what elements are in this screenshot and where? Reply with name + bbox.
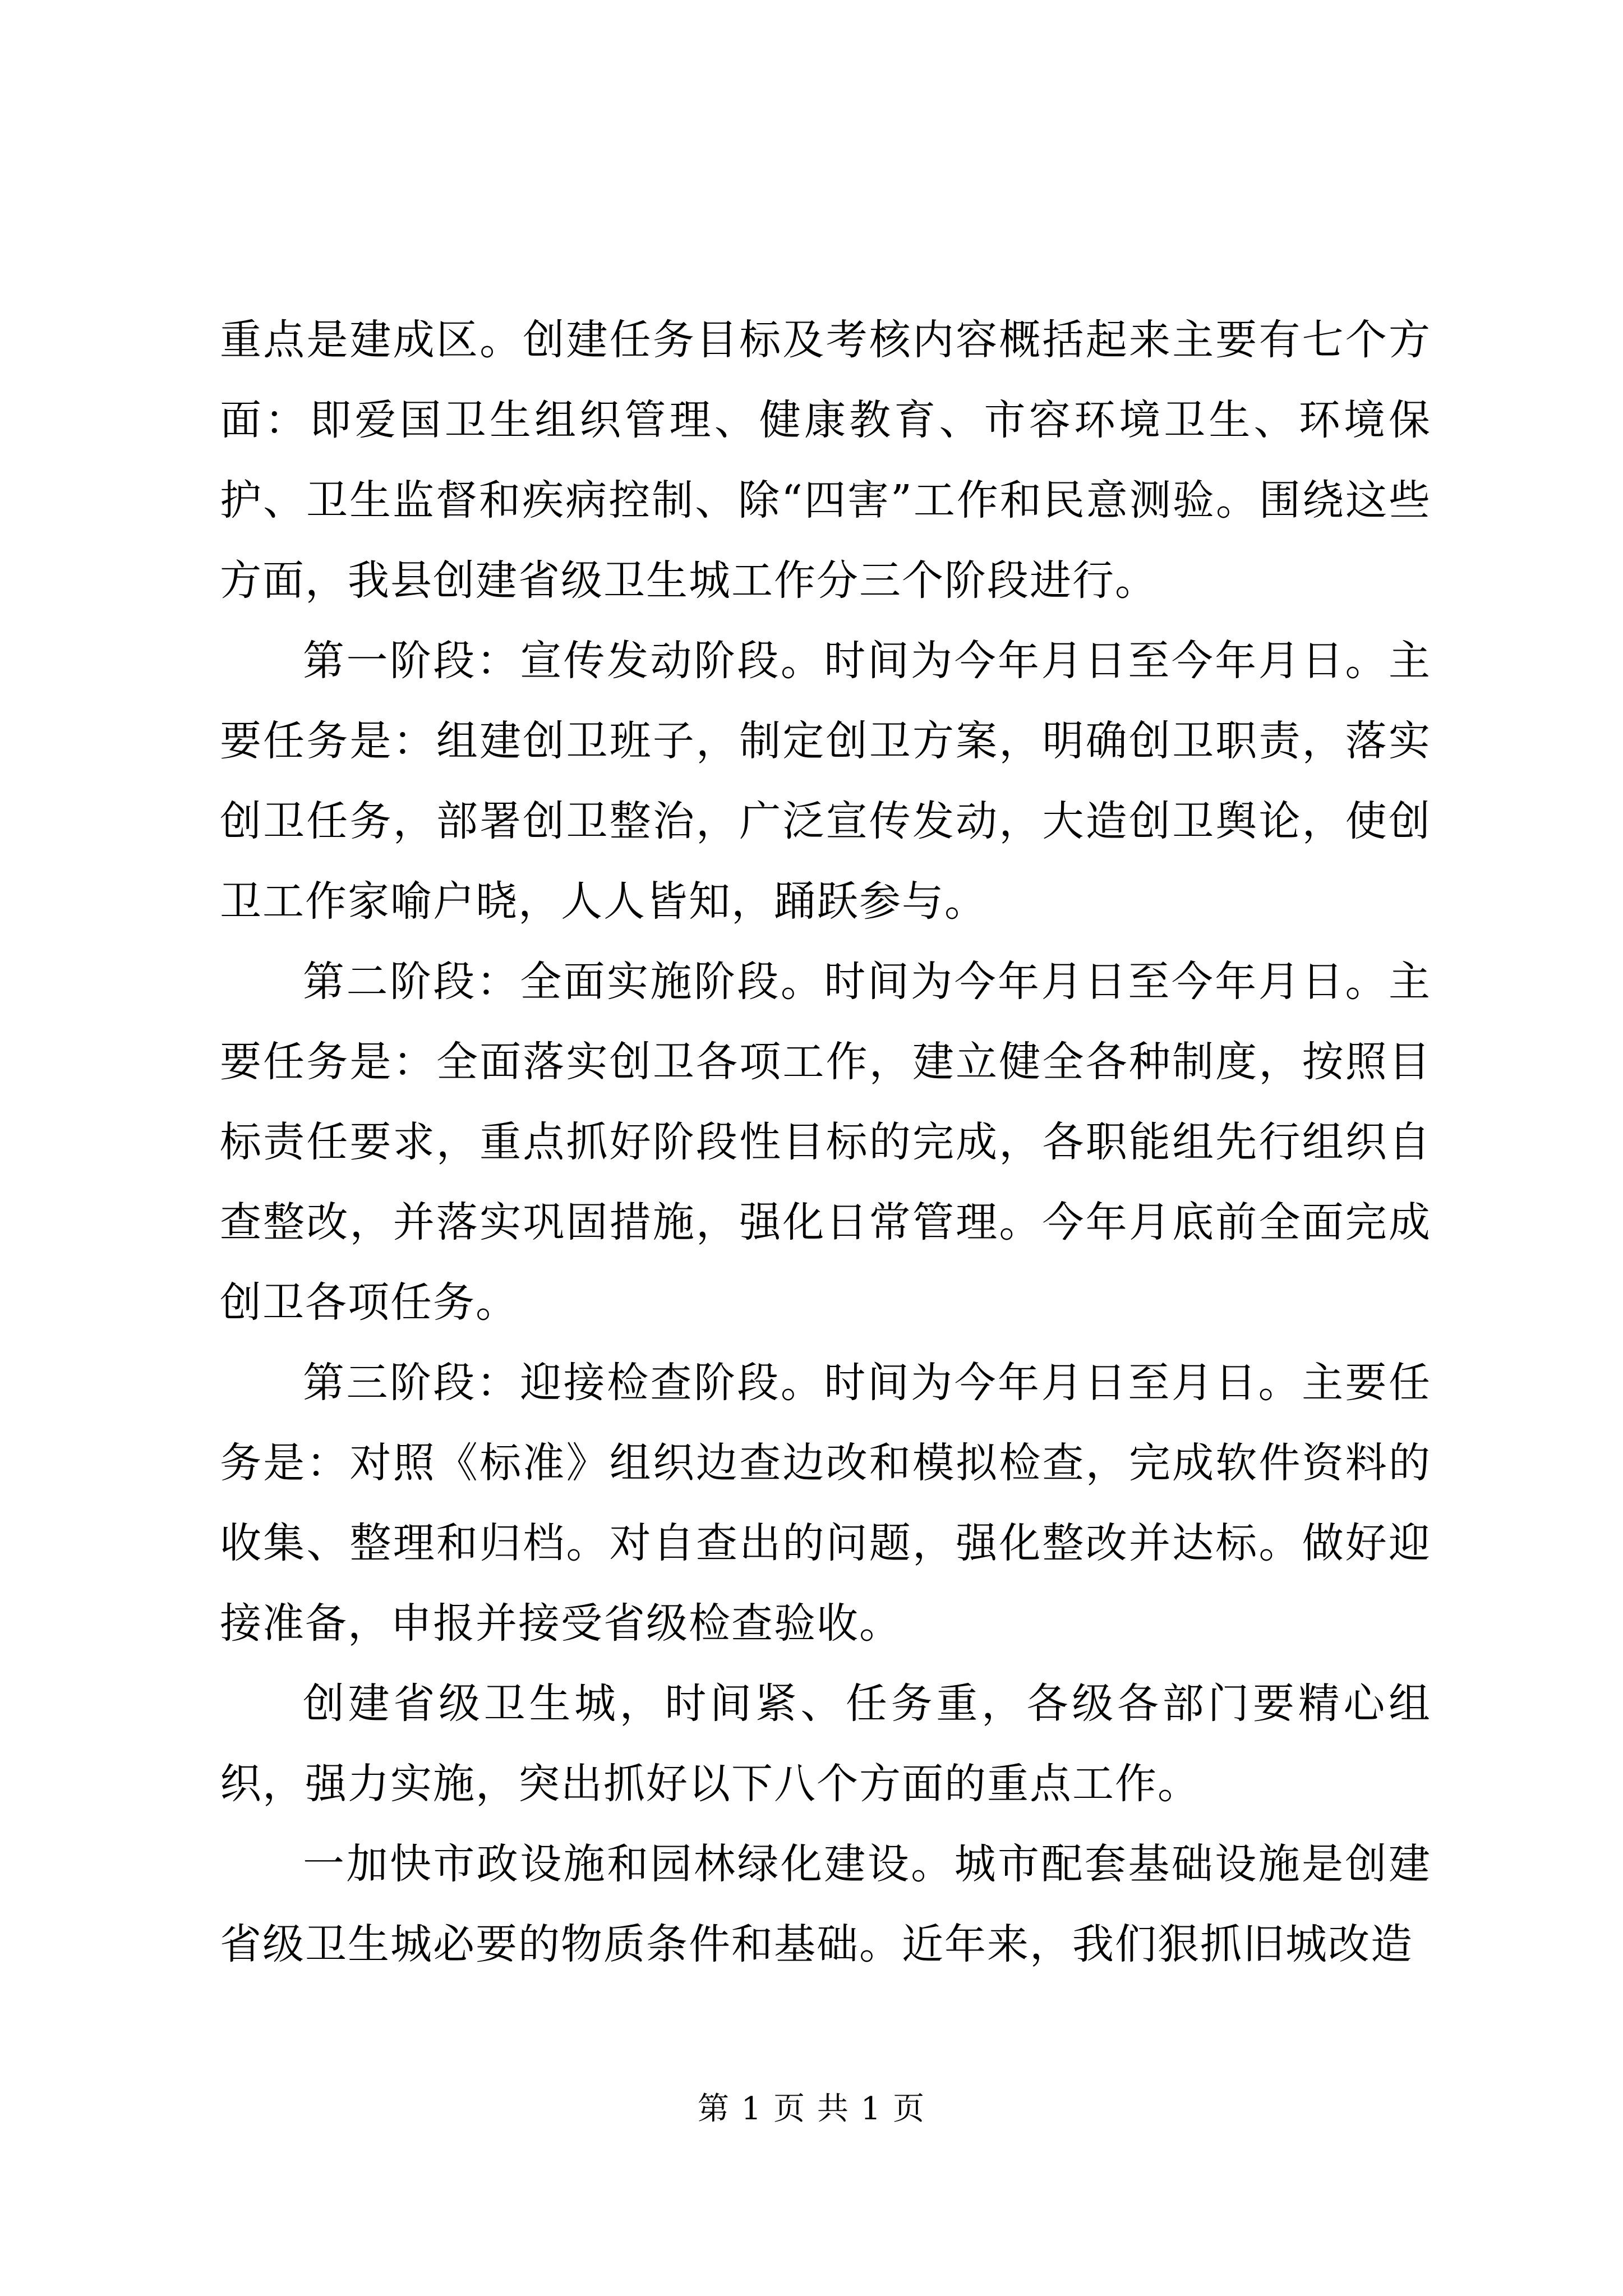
paragraph-stage-two: 第二阶段：全面实施阶段。时间为今年月日至今年月日。主要任务是：全面落实创卫各项工作，建立健全各种制度，按照目标责任要求，重点抓好阶段性目标的完成，各职能组先行组织自查整改，并落实巩固措施，强化日常管理。今年月底前全面完成创卫各项任务。 (220, 958, 1431, 1327)
page-footer: 第 1 页 共 1 页 (697, 2091, 926, 2127)
paragraph-stage-one: 第一阶段：宣传发动阶段。时间为今年月日至今年月日。主要任务是：组建创卫班子，制定创卫方案，明确创卫职责，落实创卫任务，部署创卫整治，广泛宣传发动，大造创卫舆论，使创卫工作家喻户晓，人人皆知，踊跃参与。 (220, 637, 1431, 926)
paragraph-municipal-facilities: 一加快市政设施和园林绿化建设。城市配套基础设施是创建省级卫生城必要的物质条件和基础。近年来，我们狠抓旧城改造 (220, 1840, 1431, 1968)
paragraph-stage-three: 第三阶段：迎接检查阶段。时间为今年月日至月日。主要任务是：对照《标准》组织边查边改和模拟检查，完成软件资料的收集、整理和归档。对自查出的问题，强化整改并达标。做好迎接准备，申报并接受省级检查验收。 (220, 1359, 1431, 1648)
paragraph-continuation: 重点是建成区。创建任务目标及考核内容概括起来主要有七个方面：即爱国卫生组织管理、健康教育、市容环境卫生、环境保护、卫生监督和疾病控制、除“四害”工作和民意测验。围绕这些方面，我县创建省级卫生城工作分三个阶段进行。 (220, 316, 1431, 605)
document-body (220, 300, 1431, 1985)
paragraph-key-work-intro: 创建省级卫生城，时间紧、任务重，各级各部门要精心组织，强力实施，突出抓好以下八个方面的重点工作。 (220, 1680, 1431, 1808)
